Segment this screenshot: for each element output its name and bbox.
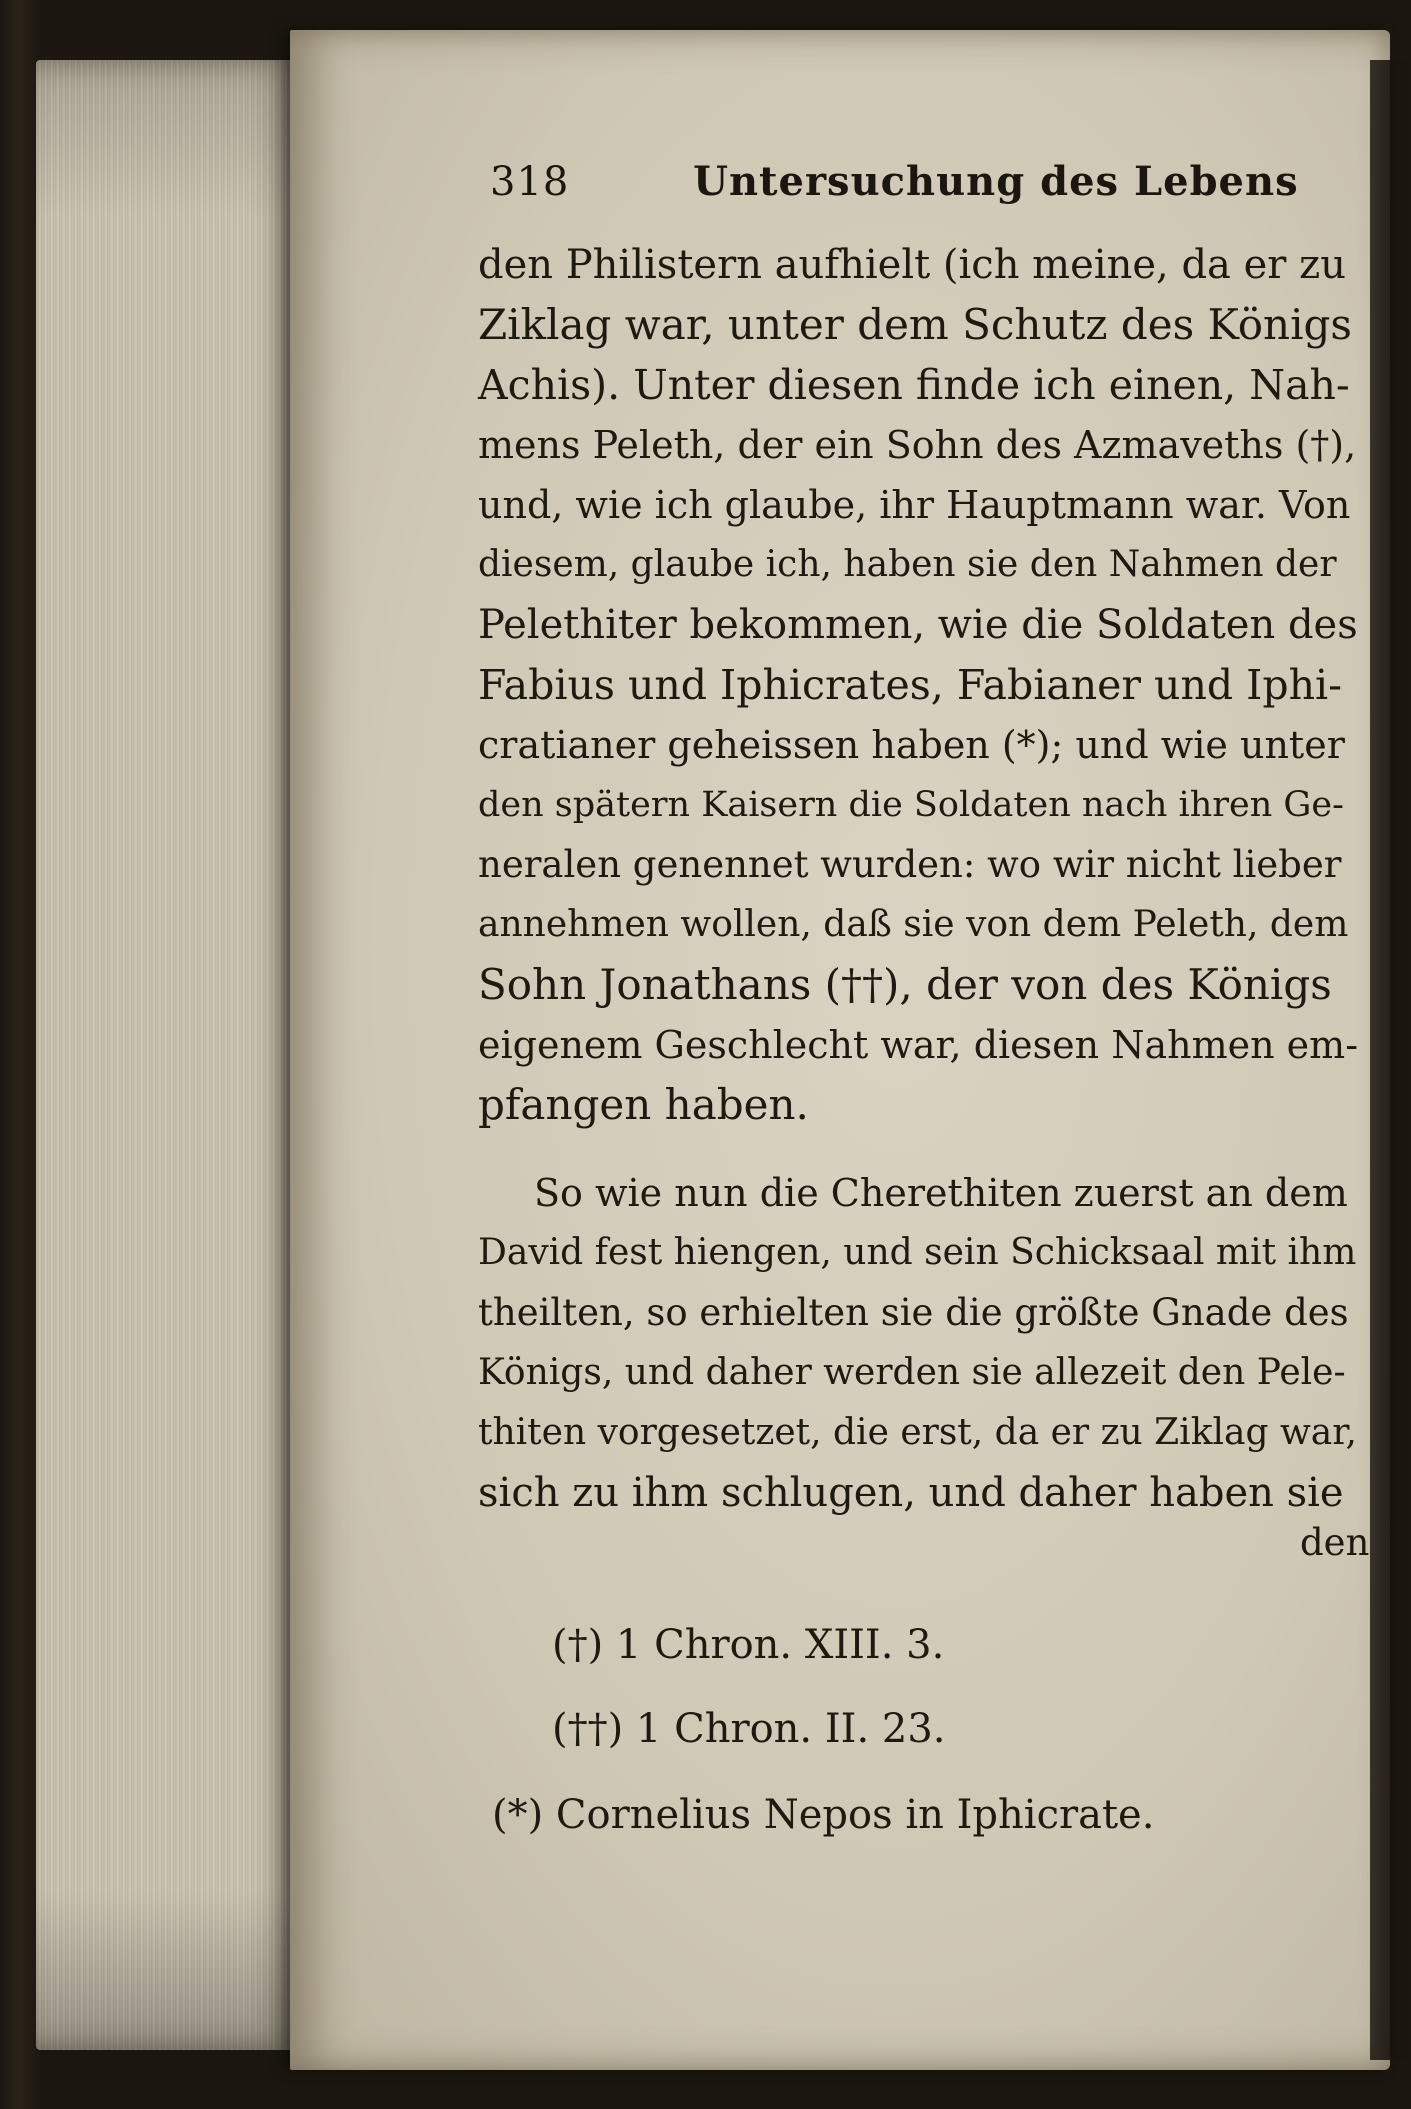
catchword: den — [1300, 1521, 1370, 1564]
text-line: diesem, glaube ich, haben sie den Nahmen der — [478, 544, 1337, 585]
text-line: den Philistern aufhielt (ich meine, da er zu — [478, 242, 1346, 288]
page-edges-shade — [36, 60, 298, 2050]
footnote: (†) 1 Chron. XIII. 3. — [552, 1622, 945, 1668]
text-line: theilten, so erhielten sie die größte Gnade des — [478, 1291, 1349, 1334]
text-line: sich zu ihm schlugen, und daher haben sie — [478, 1470, 1344, 1516]
text-line: Ziklag war, unter dem Schutz des Königs — [478, 300, 1352, 349]
text-line: Sohn Jonathans (††), der von des Königs — [478, 960, 1332, 1009]
text-line: mens Peleth, der ein Sohn des Azmaveths (†), — [478, 423, 1357, 467]
text-line: eigenem Geschlecht war, diesen Nahmen em- — [478, 1023, 1359, 1067]
text-line: So wie nun die Cherethiten zuerst an dem — [534, 1171, 1348, 1215]
text-line: annehmen wollen, daß sie von dem Peleth, dem — [478, 904, 1349, 945]
text-line: und, wie ich glaube, ihr Hauptmann war. Von — [478, 483, 1351, 527]
text-line: den spätern Kaisern die Soldaten nach ihren Ge- — [478, 785, 1344, 825]
page-header — [490, 158, 1299, 205]
text-line: Königs, und daher werden sie allezeit den Pele- — [478, 1352, 1346, 1393]
text-line: Fabius und Iphicrates, Fabianer und Iphi- — [478, 661, 1342, 709]
text-line: pfangen haben. — [478, 1080, 809, 1129]
page-gutter-shadow — [1370, 60, 1411, 2060]
text-line: neralen genennet wurden: wo wir nicht lieber — [478, 843, 1342, 886]
text-line: Achis). Unter diesen finde ich einen, Nah- — [478, 361, 1350, 409]
footnote: (*) Cornelius Nepos in Iphicrate. — [492, 1792, 1155, 1838]
text-line: Pelethiter bekommen, wie die Soldaten des — [478, 602, 1358, 648]
footnote: (††) 1 Chron. II. 23. — [552, 1706, 946, 1752]
text-line: cratianer geheissen haben (*); und wie unter — [478, 723, 1345, 767]
running-title: Untersuchung des Lebens — [693, 158, 1299, 205]
page-number: 318 — [490, 159, 570, 205]
text-line: thiten vorgesetzet, die erst, da er zu Ziklag war, — [478, 1412, 1357, 1453]
text-line: David fest hiengen, und sein Schicksaal mit ihm — [478, 1232, 1357, 1273]
